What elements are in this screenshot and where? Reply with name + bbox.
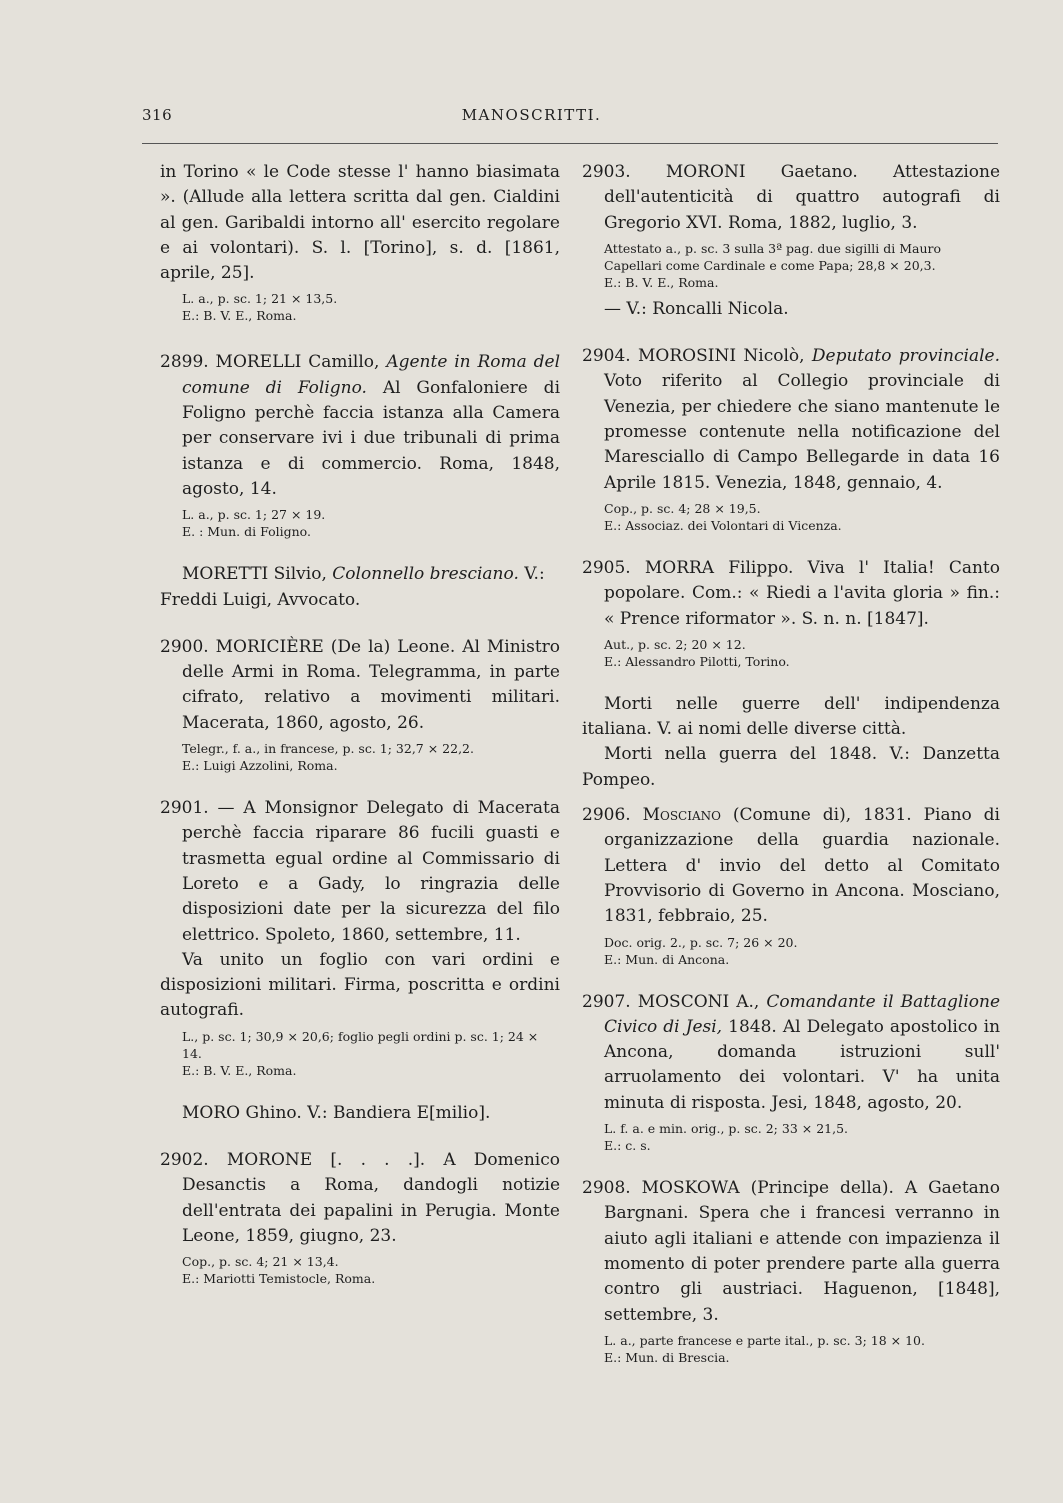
entry-2902 bbox=[160, 1148, 560, 1287]
crossref-moretti bbox=[160, 562, 560, 613]
entry-text: in Torino « le Code stesse l' hanno biasimata ». (Allude alla lettera scritta dal gen. Cialdini al gen. Garibaldi intorno all' esercito regolare e ai volontari). S. l. [Torino], s. d. [1861, aprile, 25]. bbox=[160, 162, 560, 284]
entry-text bbox=[582, 344, 1000, 496]
entry-text bbox=[160, 635, 560, 736]
entry-description: MOSKOWA (Principe della). A Gaetano Bargnani. Spera che i francesi verranno in aiuto agli italiani e attende con impazienza il momento di poter prendere parte alla guerra contro gli austriaci. Haguenon, [1848], settembre, 3. bbox=[604, 1178, 1000, 1325]
crossref-moro bbox=[160, 1101, 560, 1126]
entry-description: MORRA Filippo. Viva l' Italia! Canto popolare. Com.: « Riedi a l'avita gloria » fin.: « Prence riformator ». S. n. n. [1847]. bbox=[604, 557, 1001, 629]
entry-description: (Comune di), 1831. Piano di organizzazione della guardia nazionale. Lettera d' invio del detto al Comitato Provvisorio di Governo in Ancona. Mosciano, 1831, febbraio, 25. bbox=[604, 805, 1000, 927]
entry-2899 bbox=[160, 350, 560, 540]
entry-description: MORONI Gaetano. Attestazione dell'autenticità di quattro autografi di Gregorio XVI. Roma, 1882, luglio, 3. bbox=[604, 162, 1000, 233]
entry-text bbox=[582, 556, 1000, 632]
entry-number: 2903. bbox=[582, 162, 631, 182]
entry-text bbox=[582, 990, 1000, 1116]
entry-number: 2902. bbox=[160, 1150, 209, 1171]
entry-continuation bbox=[160, 160, 560, 324]
entry-text bbox=[160, 796, 560, 948]
entry-physical: L. a., p. sc. 1; 21 × 13,5. bbox=[182, 291, 338, 307]
entry-role: Comandante il Battaglione Civico di Jesi, bbox=[604, 991, 1001, 1037]
entry-number: 2905. bbox=[582, 557, 631, 578]
entry-heading: MORELLI Camillo, bbox=[215, 352, 380, 373]
entry-physical: Doc. orig. 2., p. sc. 7; 26 × 20. bbox=[604, 934, 798, 950]
page-header bbox=[0, 106, 1063, 130]
entry-location: E.: Mun. di Brescia. bbox=[604, 1349, 730, 1365]
entry-description: Al Gonfaloniere di Foligno perchè faccia istanza alla Camera per conservare ivi i due tribunali di prima istanza e di commercio. Roma, 1848, agosto, 14. bbox=[182, 377, 561, 499]
entry-number: 2900. bbox=[160, 636, 209, 657]
entry-2905 bbox=[582, 556, 1000, 670]
entry-2901 bbox=[160, 796, 560, 1079]
entry-text bbox=[582, 160, 1000, 236]
entry-heading: MOSCONI A., bbox=[637, 991, 760, 1012]
right-column bbox=[582, 160, 1000, 1366]
entry-description: MORONE [. . . .]. A Domenico Desanctis a Roma, dandogli notizie dell'entrata dei papalini in Perugia. Monte Leone, 1859, giugno, 23. bbox=[182, 1150, 560, 1246]
entry-number: 2904. bbox=[582, 346, 631, 367]
crossref-text bbox=[160, 562, 560, 613]
crossref-target: V.: Freddi Luigi, Avvocato. bbox=[160, 564, 545, 610]
entry-physical: L. f. a. e min. orig., p. sc. 2; 33 × 21,5. bbox=[604, 1121, 848, 1137]
crossref-text: Morti nelle guerre dell' indipendenza italiana. V. ai nomi delle diverse città. bbox=[582, 693, 1000, 740]
crossref-text: MORO Ghino. V.: Bandiera E[milio]. bbox=[182, 1102, 491, 1123]
entry-text bbox=[582, 803, 1000, 929]
entry-number: 2899. bbox=[160, 352, 209, 373]
entry-2903 bbox=[582, 160, 1000, 322]
entry-location: E.: Associaz. dei Volontari di Vicenza. bbox=[604, 517, 842, 533]
entry-location: E. : Mun. di Foligno. bbox=[182, 524, 311, 540]
crossref-role: Colonnello bresciano. bbox=[332, 564, 519, 585]
entry-physical: Cop., p. sc. 4; 21 × 13,4. bbox=[182, 1254, 339, 1270]
entry-role: Agente in Roma del comune di Foligno. bbox=[182, 352, 560, 398]
entry-location: E.: Alessandro Pilotti, Torino. bbox=[604, 653, 790, 669]
entry-location: E.: Luigi Azzolini, Roma. bbox=[182, 758, 338, 774]
entry-physical: L., p. sc. 1; 30,9 × 20,6; foglio pegli ordini p. sc. 1; 24 × 14. bbox=[182, 1028, 539, 1061]
entry-location: E.: Mariotti Temistocle, Roma. bbox=[182, 1271, 376, 1287]
entry-text bbox=[160, 350, 560, 502]
entry-location: E.: Mun. di Ancona. bbox=[604, 951, 730, 967]
entry-location: E.: B. V. E., Roma. bbox=[604, 274, 719, 290]
entry-text bbox=[160, 1148, 560, 1249]
entry-heading: Mosciano bbox=[642, 805, 721, 826]
entry-description: MORICIÈRE (De la) Leone. Al Ministro delle Armi in Roma. Telegramma, in parte cifrato, relativo a movimenti militari. Macerata, 1860, agosto, 26. bbox=[182, 636, 561, 733]
entry-description: — A Monsignor Delegato di Macerata perchè faccia riparare 86 fucili guasti e trasmetta egual ordine al Commissario di Loreto e a Gady, lo ringrazia delle disposizioni date per la sicurezza del filo elettrico. Spoleto, 1860, settembre, 11. bbox=[182, 798, 561, 945]
entry-number: 2907. bbox=[582, 991, 631, 1012]
crossref-heading: MORETTI Silvio, bbox=[182, 564, 327, 585]
crossref-text: Morti nella guerra del 1848. V.: Danzetta Pompeo. bbox=[582, 744, 1000, 790]
crossref-morti bbox=[582, 692, 1000, 793]
running-head: MANOSCRITTI. bbox=[461, 106, 602, 124]
entry-physical: L. a., p. sc. 1; 27 × 19. bbox=[182, 507, 326, 523]
entry-physical: Telegr., f. a., in francese, p. sc. 1; 32,7 × 22,2. bbox=[182, 741, 474, 757]
entry-2907 bbox=[582, 990, 1000, 1154]
entry-2908 bbox=[582, 1176, 1000, 1366]
left-column bbox=[160, 160, 560, 1287]
entry-description: 1848. Al Delegato apostolico in Ancona, domanda istruzioni sull' arruolamento dei volontari. V' ha unita minuta di risposta. Jesi, 1848, agosto, 20. bbox=[604, 1016, 1001, 1113]
entry-physical: L. a., parte francese e parte ital., p. sc. 3; 18 × 10. bbox=[604, 1332, 925, 1348]
entry-text bbox=[582, 1176, 1000, 1328]
entry-location: E.: B. V. E., Roma. bbox=[182, 1062, 297, 1078]
entry-2900 bbox=[160, 635, 560, 774]
page-number: 316 bbox=[142, 106, 173, 124]
entry-description: Voto riferito al Collegio provinciale di Venezia, per chiedere che siano mantenute le promesse contenute nella notificazione del Maresciallo di Campo Bellegarde in data 16 Aprile 1815. Venezia, 1848, gennaio, 4. bbox=[604, 371, 1000, 493]
entry-2906 bbox=[582, 803, 1000, 967]
entry-2904 bbox=[582, 344, 1000, 534]
entry-location: E.: c. s. bbox=[604, 1138, 651, 1154]
entry-role: Deputato provinciale. bbox=[811, 346, 1000, 367]
entry-location: E.: B. V. E., Roma. bbox=[182, 308, 297, 324]
entry-number: 2901. bbox=[160, 798, 209, 819]
entry-note: Va unito un foglio con vari ordini e disposizioni militari. Firma, poscritta e ordini autografi. bbox=[160, 949, 560, 1021]
entry-physical: Cop., p. sc. 4; 28 × 19,5. bbox=[604, 500, 761, 516]
header-rule bbox=[142, 143, 998, 144]
crossref-text: — V.: Roncalli Nicola. bbox=[604, 298, 789, 319]
entry-physical: Aut., p. sc. 2; 20 × 12. bbox=[604, 636, 746, 652]
entry-physical: Attestato a., p. sc. 3 sulla 3ª pag. due sigilli di Mauro Capellari come Cardinale e come Papa; 28,8 × 20,3. bbox=[604, 240, 942, 273]
entry-heading: MOROSINI Nicolò, bbox=[638, 346, 805, 367]
entry-number: 2908. bbox=[582, 1178, 631, 1199]
entry-number: 2906. bbox=[582, 805, 631, 826]
